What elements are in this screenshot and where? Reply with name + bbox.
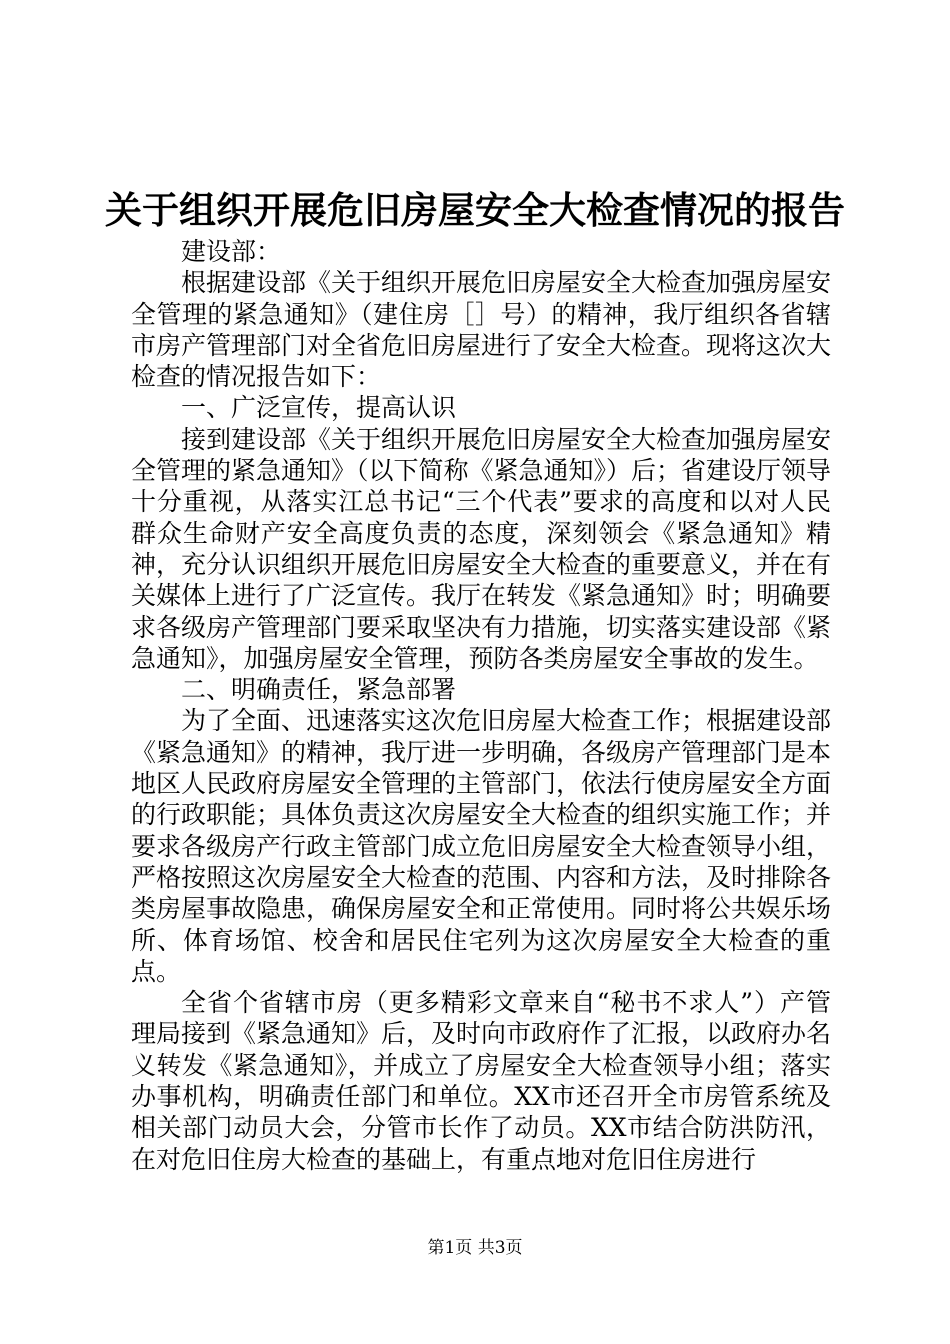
section-heading-1: 一、广泛宣传，提高认识 — [181, 393, 457, 423]
document-body — [131, 236, 831, 1175]
section-heading-2: 二、明确责任，紧急部署 — [181, 675, 457, 705]
paragraph-section-1: 接到建设部《关于组织开展危旧房屋安全大检查加强房屋安全管理的紧急通知》（以下简称《紧急通知》）后；省建设厅领导十分重视，从落实江总书记“三个代表”要求的高度和以对人民群众生命财产安全高度负责的态度，深刻领会《紧急通知》精神，充分认识组织开展危旧房屋安全大检查的重要意义，并在有关媒体上进行了广泛宣传。我厅在转发《紧急通知》时；明确要求各级房产管理部门要采取坚决有力措施，切实落实建设部《紧急通知》，加强房屋安全管理，预防各类房屋安全事故的发生。 — [131, 424, 832, 673]
paragraph-section-2: 为了全面、迅速落实这次危旧房屋大检查工作；根据建设部《紧急通知》的精神，我厅进一步明确，各级房产管理部门是本地区人民政府房屋安全管理的主管部门，依法行使房屋安全方面的行政职能；具体负责这次房屋安全大检查的组织实施工作；并要求各级房产行政主管部门成立危旧房屋安全大检查领导小组，严格按照这次房屋安全大检查的范围、内容和方法，及时排除各类房屋事故隐患，确保房屋安全和正常使用。同时将公共娱乐场所、体育场馆、校舍和居民住宅列为这次房屋安全大检查的重点。 — [131, 706, 832, 986]
document-title: 关于组织开展危旧房屋安全大检查情况的报告 — [105, 188, 845, 232]
paragraph-section-2b: 全省个省辖市房（更多精彩文章来自“秘书不求人”）产管理局接到《紧急通知》后，及时向市政府作了汇报，以政府办名义转发《紧急通知》，并成立了房屋安全大检查领导小组；落实办事机构，明确责任部门和单位。XX市还召开全市房管系统及相关部门动员大会，分管市长作了动员。XX市结合防洪防汛，在对危旧住房大检查的基础上，有重点地对危旧住房进行 — [131, 988, 832, 1174]
page-footer: 第1页 共3页 — [427, 1238, 523, 1258]
paragraph-intro: 根据建设部《关于组织开展危旧房屋安全大检查加强房屋安全管理的紧急通知》（建住房［］号）的精神，我厅组织各省辖市房产管理部门对全省危旧房屋进行了安全大检查。现将这次大检查的情况报告如下： — [131, 268, 832, 392]
salutation: 建设部： — [181, 237, 282, 266]
